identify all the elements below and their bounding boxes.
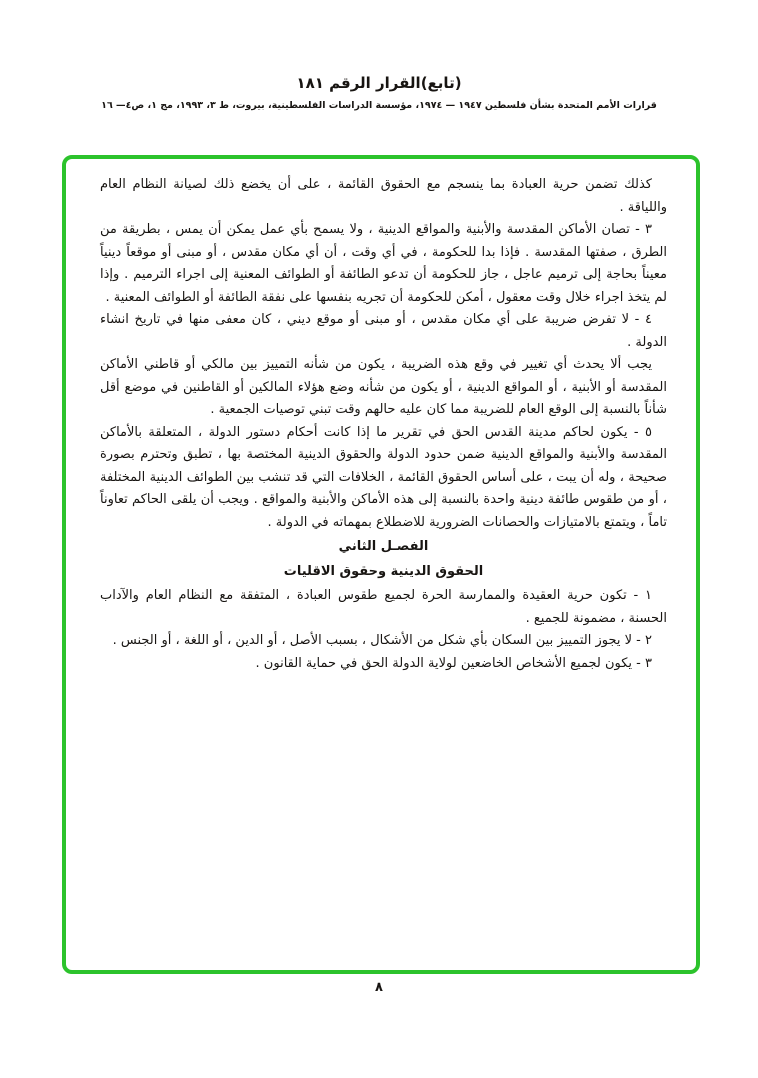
paragraph-item-3-holy-places: ٣ - تصان الأماكن المقدسة والأبنية والمواقع الدينية ، ولا يسمح بأي عمل يمكن أن يمس ، بطريقة من الطرق ، صفتها المقدسة . فإذا بدا للحكومة ، في أي وقت ، أن أي مكان مقدس ، أو مبنى أو موقعاً دينياً معيناً بحاجة إلى ترميم عاجل ، جاز للحكومة أن تدعو الطائفة أو الطوائف المعنية إلى اجراء الترميم . وإذا لم يتخذ اجراء خلال وقت معقول ، أمكن للحكومة أن تجريه بنفسها على نفقة الطائفة أو الطوائف المعنية . [100, 222, 667, 305]
paragraph-item-5-governor-of-jerusalem: ٥ - يكون لحاكم مدينة القدس الحق في تقرير ما إذا كانت أحكام دستور الدولة ، المتعلقة بالأماكن المقدسة والأبنية والمواقع الدينية ضمن حدود الدولة والحقوق الدينية المختصة بها ، تطبق وتحترم بصورة صحيحة ، وله أن يبت ، على أساس الحقوق القائمة ، الخلافات التي قد تنشب بين الطوائف الدينية المختلفة ، أو من طقوس طائفة دينية واحدة بالنسبة إلى هذه الأماكن والأبنية والمواقع . ويجب أن يلقى الحاكم تعاوناً تاماً ، ويتمتع بالامتيازات والحصانات الضرورية للاضطلاع بمهماته في الدولة . [100, 424, 667, 530]
page-number: ٨ [375, 980, 383, 995]
page-header [0, 74, 758, 111]
paragraph-item-2-no-discrimination: ٢ - لا يجوز التمييز بين السكان بأي شكل من الأشكال ، بسبب الأصل ، أو الدين ، أو اللغة ، أو الجنس . [112, 633, 652, 648]
paragraph-item-3-protection-of-law: ٣ - يكون لجميع الأشخاص الخاضعين لولاية الدولة الحق في حماية القانون . [255, 655, 652, 671]
paragraph-item-4-tax-exemption: ٤ - لا تفرض ضريبة على أي مكان مقدس ، أو مبنى أو موقع ديني ، كان معفى منها في تاريخ انشاء الدولة . [100, 312, 667, 350]
body-text [100, 174, 667, 675]
source-citation: قرارات الأمم المتحدة بشأن فلسطين ١٩٤٧ — ١٩٧٤، مؤسسة الدراسات الفلسطينية، بيروت، ط ٣، ١٩٩٣، مج ١، ص٤— ١٦ [101, 100, 657, 111]
resolution-title: (تابع)القرار الرقم ١٨١ [296, 74, 462, 92]
paragraph-worship-freedom: كذلك تضمن حرية العبادة بما ينسجم مع الحقوق القائمة ، على أن يخضع ذلك لصيانة النظام العام واللياقة . [100, 177, 667, 215]
heading-religious-minority-rights: الحقوق الدينية وحقوق الاقليات [283, 563, 484, 579]
paragraph-item-1-freedom-of-conscience: ١ - تكون حرية العقيدة والممارسة الحرة لجميع طقوس العبادة ، المتفقة مع النظام العام والآداب الحسنة ، مضمونة للجميع . [100, 588, 667, 626]
paragraph-tax-no-discrimination: يجب ألا يحدث أي تغيير في وقع هذه الضريبة ، يكون من شأنه التمييز بين مالكي أو قاطني الأماكن المقدسة أو الأبنية ، أو المواقع الدينية ، أو يكون من شأنه وضع هؤلاء المالكين أو القاطنين في موضع أقل شأناً بالنسبة إلى الوقع العام للضريبة مما كان عليه حالهم وقت تبني توصيات الجمعية . [100, 357, 667, 417]
heading-chapter-two: الفصـل الثاني [338, 539, 429, 554]
content-border-box [62, 155, 700, 974]
